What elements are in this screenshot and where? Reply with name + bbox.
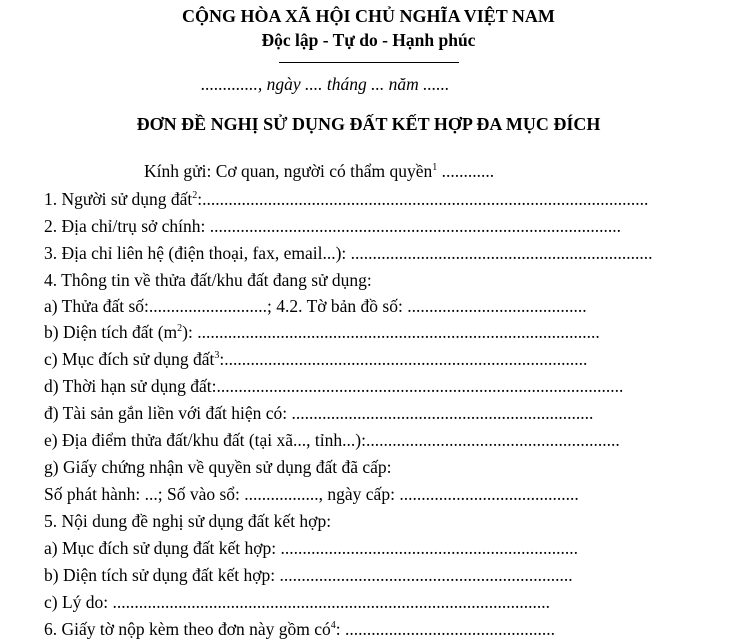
field-attachments[interactable] [44,619,555,640]
section-land-info: 4. Thông tin về thửa đất/khu đất đang sử dụng: [44,270,372,290]
field-land-user[interactable] [44,189,648,210]
field-land-use-purpose[interactable] [44,349,587,370]
attachments-blank[interactable]: : ................................................ [335,619,556,639]
country-name: CỘNG HÒA XÃ HỘI CHỦ NGHĨA VIỆT NAM [182,6,555,26]
purpose-label: c) Mục đích sử dụng đất [44,349,215,369]
national-motto: Độc lập - Tự do - Hạnh phúc [261,30,476,50]
section-combined-use: 5. Nội dung đề nghị sử dụng đất kết hợp: [44,511,332,531]
field-combined-area[interactable]: b) Diện tích sử dụng đất kết hợp: ................................................................... [44,565,573,585]
footnote-2: 2 [192,190,198,201]
land-user-label: 1. Người sử dụng đất [44,189,193,209]
superscript-2: 2 [177,323,183,334]
field-certificate-numbers[interactable]: Số phát hành: ...; Số vào sổ: ................., ngày cấp: ......................................... [44,484,579,504]
form-title: ĐƠN ĐỀ NGHỊ SỬ DỤNG ĐẤT KẾT HỢP ĐA MỤC ĐÍCH [136,114,601,134]
field-use-term[interactable]: d) Thời hạn sử dụng đất:............................................................................................. [44,376,624,396]
land-area-blank[interactable]: ): ............................................................................................ [182,322,600,342]
field-land-area[interactable] [44,322,600,343]
date-line: ............., ngày .... tháng ... năm ...... [201,74,450,94]
field-location[interactable]: e) Địa điểm thửa đất/khu đất (tại xã..., tỉnh...):.......................................................... [44,430,620,450]
field-combined-purpose[interactable]: a) Mục đích sử dụng đất kết hợp: .................................................................... [44,538,578,558]
recipient-blank[interactable]: ............ [437,161,495,181]
motto-underline [279,62,459,63]
field-contact[interactable]: 3. Địa chỉ liên hệ (điện thoại, fax, email...): ..................................................................... [44,243,653,263]
land-user-blank[interactable]: :...................................................................................................... [197,189,649,209]
footnote-4: 4 [330,620,336,631]
section-certificate: g) Giấy chứng nhận về quyền sử dụng đất đã cấp: [44,457,392,477]
field-attached-assets[interactable]: đ) Tài sản gắn liền với đất hiện có: ..................................................................... [44,403,594,423]
recipient-line [144,161,494,182]
recipient-text: Kính gửi: Cơ quan, người có thẩm quyền [144,161,433,181]
field-head-office[interactable]: 2. Địa chỉ/trụ sở chính: .............................................................................................. [44,216,622,236]
field-reason[interactable]: c) Lý do: .................................................................................................... [44,592,551,612]
attachments-label: 6. Giấy tờ nộp kèm theo đơn này gồm có [44,619,331,639]
purpose-blank[interactable]: :................................................................................... [219,349,588,369]
footnote-1: 1 [432,162,438,173]
field-parcel-number[interactable]: a) Thửa đất số:...........................; 4.2. Tờ bản đồ số: ......................................... [44,296,587,316]
footnote-3: 3 [214,350,220,361]
land-area-label: b) Diện tích đất (m [44,322,178,342]
